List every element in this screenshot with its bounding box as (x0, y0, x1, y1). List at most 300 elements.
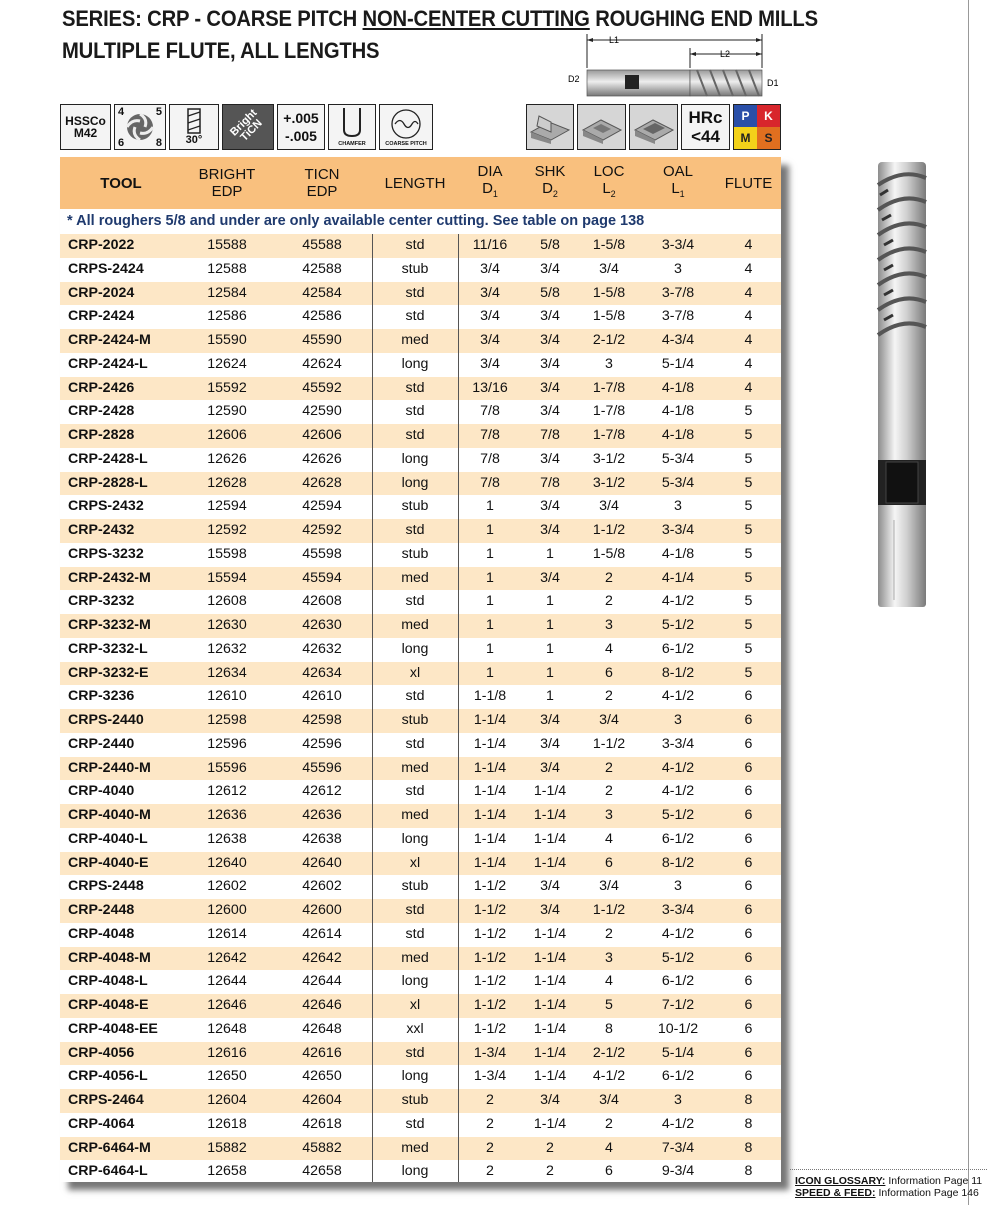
cell-dia: 1-1/4 (473, 783, 507, 800)
cell-loc: 3/4 (599, 1092, 619, 1108)
cell-oal: 3-3/4 (661, 237, 695, 253)
plunge-cut-icon (633, 110, 675, 144)
cell-shk: 1-1/4 (533, 854, 567, 871)
cell-shk: 1-1/4 (533, 949, 567, 966)
cell-flute: 6 (744, 973, 753, 990)
cell-tool: CRPS-2424 (68, 260, 144, 277)
cell-shk: 5/8 (540, 284, 560, 301)
title-suffix: ROUGHING END MILLS (589, 6, 818, 31)
cell-tool: CRP-2424-L (68, 355, 148, 372)
cell-length: med (401, 1139, 429, 1156)
cell-loc: 3/4 (599, 260, 619, 277)
cell-dia: 3/4 (480, 332, 500, 348)
cell-length: long (401, 973, 429, 990)
cell-dia: 1-1/4 (473, 854, 507, 871)
cell-tool: CRP-4056 (68, 1044, 135, 1061)
cell-dia: 3/4 (480, 284, 500, 301)
cell-shk: 3/4 (540, 379, 560, 396)
table-row (60, 353, 781, 377)
speed-feed-text: Information Page 146 (878, 1187, 979, 1199)
cell-length: xl (409, 997, 421, 1013)
table-row (60, 472, 781, 496)
cell-loc: 2 (605, 688, 613, 705)
hardness-top: HRc (688, 108, 723, 127)
table-row (60, 828, 781, 852)
cell-oal: 7-1/2 (661, 997, 695, 1013)
cell-loc: 4 (605, 830, 613, 847)
cell-dia: 1 (486, 522, 494, 538)
cell-loc: 1-1/2 (592, 735, 626, 752)
cell-shk: 5/8 (540, 237, 560, 253)
length-col-divider-right (458, 234, 459, 1182)
cell-dia: 11/16 (472, 237, 508, 253)
cell-tool: CRP-4040 (68, 783, 135, 800)
cell-length: med (401, 759, 429, 776)
product-table (60, 157, 781, 1182)
cell-loc: 4 (605, 640, 613, 657)
cell-bright-edp: 12634 (207, 664, 247, 681)
cell-oal: 5-3/4 (661, 474, 695, 491)
cell-oal: 3 (674, 878, 682, 895)
cell-ticn-edp: 42604 (302, 1092, 342, 1108)
cell-length: stub (401, 1092, 429, 1108)
cell-bright-edp: 12628 (207, 474, 247, 491)
cell-ticn-edp: 42610 (302, 688, 342, 705)
cell-dia: 2 (486, 1115, 494, 1132)
cell-dia: 1 (486, 664, 494, 681)
cell-dia: 2 (486, 1092, 494, 1108)
cell-ticn-edp: 45598 (302, 545, 342, 562)
col-shk-line2: D (542, 180, 553, 197)
iso-p: P (734, 105, 757, 127)
table-row (60, 923, 781, 947)
cell-shk: 3/4 (540, 522, 560, 538)
cell-oal: 3 (674, 498, 682, 515)
cell-tool: CRP-2432-M (68, 569, 151, 586)
cell-tool: CRP-2024 (68, 284, 135, 301)
cell-bright-edp: 12632 (207, 640, 247, 657)
table-row (60, 377, 781, 401)
speed-feed-label: SPEED & FEED: (795, 1187, 876, 1199)
cell-ticn-edp: 42584 (302, 284, 342, 301)
col-flute-label: FLUTE (724, 174, 773, 192)
cell-length: long (401, 1068, 429, 1085)
cell-oal: 4-1/2 (661, 688, 695, 705)
cell-tool: CRP-4064 (68, 1115, 135, 1132)
cell-flute: 8 (744, 1163, 753, 1180)
pocket-cut-icon (581, 110, 623, 144)
cell-loc: 6 (605, 1163, 613, 1180)
cell-bright-edp: 15882 (207, 1139, 247, 1156)
cell-flute: 6 (744, 1044, 753, 1061)
cell-length: xl (409, 854, 421, 871)
cell-oal: 4-1/8 (661, 379, 695, 396)
cell-oal: 5-1/4 (661, 1044, 695, 1061)
col-tool (60, 157, 182, 209)
cell-dia: 1-1/4 (473, 830, 507, 847)
cell-length: std (405, 522, 425, 538)
cell-loc: 3 (605, 355, 613, 372)
cell-loc: 2 (605, 925, 613, 942)
pocketing-icon (577, 104, 626, 150)
table-row (60, 614, 781, 638)
cell-flute: 4 (744, 379, 753, 396)
cell-oal: 5-1/2 (661, 949, 695, 966)
col-shk-line1: SHK (534, 163, 566, 180)
table-row (60, 400, 781, 424)
col-dia-line1: DIA (477, 163, 503, 180)
cell-flute: 6 (744, 878, 753, 895)
cell-flute: 4 (744, 332, 753, 348)
cell-ticn-edp: 42598 (302, 712, 342, 728)
cell-oal: 10-1/2 (657, 1020, 699, 1037)
cell-loc: 4-1/2 (592, 1068, 626, 1085)
table-header (60, 157, 781, 209)
pitch-wave-icon (390, 108, 422, 140)
table-row (60, 662, 781, 686)
material-top: HSSCo (65, 114, 106, 128)
col-length-label: LENGTH (384, 174, 446, 192)
cell-loc: 6 (605, 664, 613, 681)
cell-flute: 4 (744, 284, 753, 301)
col-flute (716, 157, 781, 209)
cell-ticn-edp: 42640 (302, 854, 342, 871)
cell-dia: 1-1/2 (473, 973, 507, 990)
cell-dia: 1-1/2 (473, 925, 507, 942)
cell-loc: 3 (605, 807, 613, 823)
cell-oal: 6-1/2 (661, 830, 695, 847)
cell-bright-edp: 12590 (207, 403, 247, 420)
col-dia-sub: 1 (492, 189, 498, 199)
length-col-divider-left (372, 234, 373, 1182)
cell-ticn-edp: 42602 (302, 878, 342, 895)
cell-oal: 3-3/4 (661, 735, 695, 752)
cell-oal: 3-7/8 (661, 308, 695, 325)
cell-shk: 1-1/4 (533, 1044, 567, 1061)
col-shk-sub: 2 (552, 189, 558, 199)
cell-tool: CRP-6464-L (68, 1163, 148, 1180)
cell-shk: 1 (546, 617, 554, 633)
cell-flute: 5 (744, 474, 753, 491)
page-subtitle: MULTIPLE FLUTE, ALL LENGTHS (62, 38, 380, 63)
table-row (60, 1160, 781, 1184)
cell-length: std (405, 688, 425, 705)
cell-oal: 5-1/4 (661, 355, 695, 372)
cell-bright-edp: 12592 (207, 522, 247, 538)
iso-material-icon (733, 104, 781, 150)
cell-flute: 5 (744, 522, 753, 538)
col-bright-line1: BRIGHT (198, 166, 256, 183)
cell-bright-edp: 12648 (207, 1020, 247, 1037)
cell-shk: 1-1/4 (533, 925, 567, 942)
iso-k: K (757, 105, 780, 127)
cell-ticn-edp: 42586 (302, 308, 342, 325)
table-row (60, 804, 781, 828)
cell-ticn-edp: 42606 (302, 427, 342, 443)
col-loc (578, 157, 640, 209)
cell-ticn-edp: 42650 (302, 1068, 342, 1085)
cell-tool: CRP-3232-M (68, 617, 151, 633)
cell-loc: 3 (605, 949, 613, 966)
chamfer-shape-icon (341, 108, 363, 138)
helix-angle-label: 30° (185, 134, 203, 146)
cell-oal: 5-1/2 (661, 807, 695, 823)
table-row (60, 1137, 781, 1161)
cell-tool: CRP-2828-L (68, 474, 148, 491)
slot-cut-icon (529, 110, 571, 144)
col-ticn-line1: TICN (304, 166, 340, 183)
helix-angle-icon (169, 104, 219, 150)
cell-tool: CRP-2448 (68, 902, 135, 918)
cell-ticn-edp: 42624 (302, 355, 342, 372)
cell-oal: 4-1/2 (661, 925, 695, 942)
cell-dia: 13/16 (472, 379, 508, 396)
d2-label: D2 (568, 74, 580, 84)
cell-flute: 4 (744, 237, 753, 253)
cell-flute: 5 (744, 569, 753, 586)
cell-loc: 8 (605, 1020, 613, 1037)
cell-tool: CRP-4040-E (68, 854, 149, 871)
cell-tool: CRP-3232 (68, 593, 135, 610)
cell-oal: 3-3/4 (661, 902, 695, 918)
cell-bright-edp: 12596 (207, 735, 247, 752)
cell-dia: 1-1/2 (473, 949, 507, 966)
chamfer-label: CHAMFER (338, 141, 366, 147)
cell-length: med (401, 807, 429, 823)
cell-loc: 1-7/8 (592, 427, 626, 443)
cell-length: med (401, 569, 429, 586)
cell-oal: 5-3/4 (661, 450, 695, 467)
cell-flute: 6 (744, 1020, 753, 1037)
cell-bright-edp: 12608 (207, 593, 247, 610)
cell-flute: 5 (744, 617, 753, 633)
cell-ticn-edp: 42646 (302, 997, 342, 1013)
cell-bright-edp: 12614 (207, 925, 247, 942)
cell-length: stub (401, 878, 429, 895)
table-row (60, 875, 781, 899)
cell-bright-edp: 12612 (207, 783, 247, 800)
cell-loc: 2-1/2 (592, 332, 626, 348)
cell-length: std (405, 902, 425, 918)
cell-oal: 4-1/8 (661, 427, 695, 443)
table-row (60, 258, 781, 282)
cell-loc: 1-5/8 (592, 284, 626, 301)
cell-loc: 1-7/8 (592, 403, 626, 420)
cell-ticn-edp: 42630 (302, 617, 342, 633)
cell-oal: 4-1/2 (661, 1115, 695, 1132)
col-loc-line1: LOC (593, 163, 625, 180)
cell-dia: 7/8 (480, 450, 500, 467)
cell-tool: CRP-4048-M (68, 949, 151, 966)
cell-shk: 3/4 (540, 355, 560, 372)
cell-tool: CRP-2424-M (68, 332, 151, 348)
cell-bright-edp: 12606 (207, 427, 247, 443)
flute-num-6: 6 (118, 137, 125, 149)
hardness-bottom: <44 (691, 127, 720, 146)
slotting-icon (526, 104, 574, 150)
iso-s: S (757, 127, 780, 149)
table-row (60, 495, 781, 519)
col-tool-label: TOOL (100, 174, 142, 192)
cell-bright-edp: 12636 (207, 807, 247, 823)
cell-loc: 2 (605, 569, 613, 586)
cell-ticn-edp: 42612 (302, 783, 342, 800)
cell-oal: 3 (674, 1092, 682, 1108)
col-ticn-edp (272, 157, 372, 209)
cell-dia: 3/4 (480, 260, 500, 277)
table-row (60, 757, 781, 781)
cell-length: xxl (406, 1020, 424, 1037)
material-bottom: M42 (73, 126, 98, 140)
table-row (60, 1065, 781, 1089)
cell-tool: CRP-4048-E (68, 997, 149, 1013)
cell-flute: 6 (744, 949, 753, 966)
cell-shk: 7/8 (540, 474, 560, 491)
cell-oal: 3-3/4 (661, 522, 695, 538)
table-row (60, 994, 781, 1018)
cell-length: med (401, 332, 429, 348)
cell-ticn-edp: 42658 (302, 1163, 342, 1180)
table-row (60, 305, 781, 329)
cell-bright-edp: 12586 (207, 308, 247, 325)
cell-shk: 3/4 (540, 735, 560, 752)
cell-bright-edp: 12610 (207, 688, 247, 705)
cell-tool: CRP-4048 (68, 925, 135, 942)
cell-flute: 6 (744, 830, 753, 847)
col-length (372, 157, 458, 209)
cell-bright-edp: 12602 (207, 878, 247, 895)
cell-bright-edp: 12616 (207, 1044, 247, 1061)
cell-dia: 1 (486, 545, 494, 562)
cell-length: stub (401, 260, 429, 277)
cell-dia: 1-1/8 (473, 688, 507, 705)
cell-dia: 2 (486, 1163, 494, 1180)
table-row (60, 947, 781, 971)
cell-shk: 2 (546, 1163, 554, 1180)
cell-tool: CRP-6464-M (68, 1139, 151, 1156)
cell-dia: 1-1/2 (473, 878, 507, 895)
table-row (60, 519, 781, 543)
cell-flute: 5 (744, 545, 753, 562)
cell-loc: 1-5/8 (592, 545, 626, 562)
cell-shk: 3/4 (540, 308, 560, 325)
cell-tool: CRP-4040-M (68, 807, 151, 823)
cell-dia: 2 (486, 1139, 494, 1156)
cell-ticn-edp: 42592 (302, 522, 342, 538)
table-row (60, 970, 781, 994)
chamfer-icon (328, 104, 376, 150)
cell-tool: CRP-4048-EE (68, 1020, 158, 1037)
cell-ticn-edp: 42614 (302, 925, 342, 942)
flute-num-5: 5 (155, 106, 162, 118)
cell-oal: 8-1/2 (661, 854, 695, 871)
page-edge-rule (968, 0, 969, 1205)
cell-shk: 3/4 (540, 759, 560, 776)
glossary-box (790, 1169, 987, 1205)
cell-loc: 3/4 (599, 498, 619, 515)
cell-shk: 3/4 (540, 260, 560, 277)
cell-oal: 4-1/2 (661, 759, 695, 776)
cell-flute: 8 (744, 1092, 753, 1108)
cell-ticn-edp: 42596 (302, 735, 342, 752)
cell-loc: 3-1/2 (592, 474, 626, 491)
cell-ticn-edp: 42642 (302, 949, 342, 966)
table-row (60, 1113, 781, 1137)
tolerance-bottom: -.005 (285, 128, 317, 144)
cell-tool: CRP-4048-L (68, 973, 148, 990)
cell-loc: 3/4 (599, 878, 619, 895)
title-prefix: SERIES: CRP - COARSE PITCH (62, 6, 363, 31)
cell-shk: 1-1/4 (533, 1115, 567, 1132)
table-row (60, 685, 781, 709)
cell-tool: CRP-2426 (68, 379, 135, 396)
table-row (60, 638, 781, 662)
cell-loc: 3 (605, 617, 613, 633)
cell-length: long (401, 1163, 429, 1180)
cell-dia: 3/4 (480, 308, 500, 325)
pitch-label: COARSE PITCH (385, 141, 427, 147)
cell-tool: CRP-4056-L (68, 1068, 148, 1085)
cell-dia: 1 (486, 617, 494, 633)
tolerance-top: +.005 (283, 110, 319, 126)
cell-shk: 2 (546, 1139, 554, 1156)
table-row (60, 1089, 781, 1113)
cell-flute: 5 (744, 498, 753, 515)
cell-ticn-edp: 42618 (302, 1115, 342, 1132)
cell-length: std (405, 1044, 425, 1061)
cell-flute: 5 (744, 403, 753, 420)
cell-shk: 7/8 (540, 427, 560, 443)
col-loc-sub: 2 (610, 189, 616, 199)
cell-dia: 1-3/4 (473, 1044, 507, 1061)
cell-shk: 1 (546, 593, 554, 610)
cell-dia: 1 (486, 593, 494, 610)
cell-shk: 1-1/4 (533, 997, 567, 1013)
cell-ticn-edp: 42588 (302, 260, 342, 277)
col-oal-line1: OAL (662, 163, 693, 180)
cell-ticn-edp: 42594 (302, 498, 342, 515)
cell-dia: 1 (486, 640, 494, 657)
cell-length: std (405, 403, 425, 420)
cell-dia: 7/8 (480, 427, 500, 443)
cell-flute: 8 (744, 1139, 753, 1156)
coarse-pitch-icon (379, 104, 433, 150)
cell-oal: 9-3/4 (661, 1163, 695, 1180)
cell-length: std (405, 379, 425, 396)
cell-oal: 3 (674, 712, 682, 728)
hardness-icon (681, 104, 730, 150)
cell-shk: 3/4 (540, 1092, 560, 1108)
cell-loc: 2 (605, 759, 613, 776)
cell-dia: 1 (486, 569, 494, 586)
cell-ticn-edp: 42626 (302, 450, 342, 467)
cell-bright-edp: 12584 (207, 284, 247, 301)
coating-icon (222, 104, 274, 150)
table-row (60, 1018, 781, 1042)
center-cutting-note: * All roughers 5/8 and under are only available center cutting. See table on page 138 (67, 213, 645, 229)
col-dia (458, 157, 522, 209)
cell-flute: 5 (744, 450, 753, 467)
cell-oal: 4-3/4 (661, 332, 695, 348)
table-body (60, 234, 781, 1184)
cell-shk: 3/4 (540, 403, 560, 420)
cell-ticn-edp: 45592 (302, 379, 342, 396)
cell-loc: 4 (605, 1139, 613, 1156)
flute-count-icon (114, 104, 166, 150)
cell-length: stub (401, 498, 429, 515)
cell-length: std (405, 593, 425, 610)
cell-loc: 2 (605, 783, 613, 800)
